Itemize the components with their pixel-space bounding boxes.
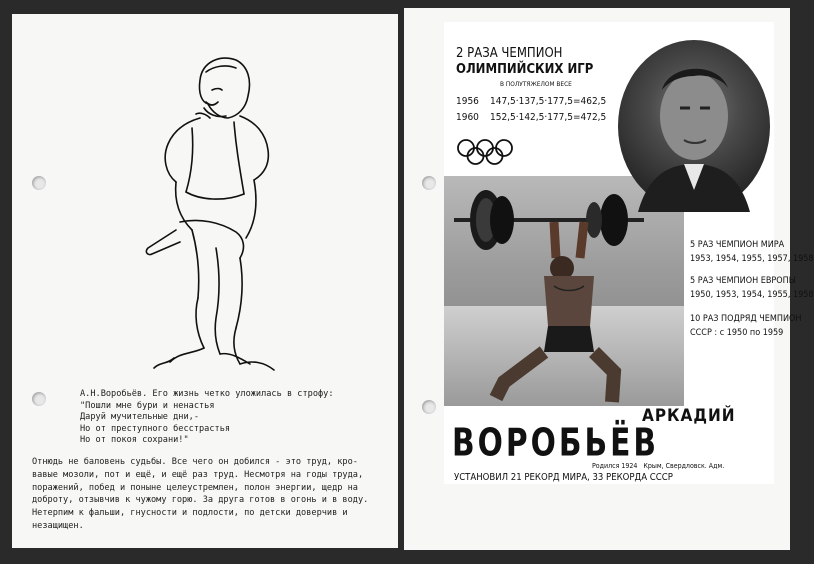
europe-champion-title: 5 РАЗ ЧЕМПИОН ЕВРОПЫ xyxy=(690,276,796,286)
left-page xyxy=(12,14,398,548)
binder-hole xyxy=(32,392,46,406)
birth-info: Родился 1924 Крым, Свердловск. Адм. xyxy=(592,462,725,470)
ussr-champion-title: 10 РАЗ ПОДРЯД ЧЕМПИОН xyxy=(690,314,802,324)
olympic-row1-year: 1956 xyxy=(456,96,479,107)
world-champion-title: 5 РАЗ ЧЕМПИОН МИРА xyxy=(690,240,785,250)
caption-line: Даруй мучительные дни,- xyxy=(80,412,199,422)
portrait-photo xyxy=(618,40,770,212)
binder-hole xyxy=(422,400,436,414)
europe-champion-years: 1950, 1953, 1954, 1955, 1958 xyxy=(690,290,814,300)
body-line: незащищен. xyxy=(32,520,84,531)
binder-hole xyxy=(422,176,436,190)
ussr-champion-years: СССР : с 1950 по 1959 xyxy=(690,328,784,338)
caption-line: "Пошли мне бури и ненастья xyxy=(80,400,215,411)
body-line: поражений, побед и поныне целеустремлен, полон энергии, щедр на xyxy=(32,482,358,493)
right-page xyxy=(404,8,814,550)
body-line: Нетерпим к фальши, гнусности и подлости, по детски доверчив и xyxy=(32,508,348,519)
world-champion-years: 1953, 1954, 1955, 1957, 1958 xyxy=(690,254,814,264)
olympic-row1-values: 147,5·137,5·177,5=462,5 xyxy=(490,96,607,107)
olympic-title-line3: В ПОЛУТЯЖЕЛОМ ВЕСЕ xyxy=(500,80,572,88)
caption-line: Но от покоя сохрани!" xyxy=(80,435,189,445)
olympic-row2-year: 1960 xyxy=(456,112,479,123)
records-line: УСТАНОВИЛ 21 РЕКОРД МИРА, 33 РЕКОРДА СССР xyxy=(454,472,673,483)
olympic-row2-values: 152,5·142,5·177,5=472,5 xyxy=(490,112,607,123)
body-line: Отнюдь не баловень судьбы. Все чего он добился - это труд, кро- xyxy=(32,457,358,467)
caption-line: А.Н.Воробьёв. Его жизнь четко уложилась в строфу: xyxy=(80,389,334,399)
caption-line: Но от преступного бесстрастья xyxy=(80,423,231,434)
binder-hole xyxy=(32,176,46,190)
body-paragraph xyxy=(32,456,397,533)
caricature-drawing xyxy=(140,52,290,372)
olympic-title-line1: 2 РАЗА ЧЕМПИОН xyxy=(456,46,563,61)
first-name: АРКАДИЙ xyxy=(642,406,736,426)
poster xyxy=(444,22,814,484)
last-name: ВОРОБЬЁВ xyxy=(452,420,659,465)
body-line: доброту, отзывчив к чужому горю. За друга готов в огонь и в воду. xyxy=(32,495,369,506)
body-line: вавые мозоли, пот и ещё, и ещё раз труд. Несмотря на годы труда, xyxy=(32,469,364,480)
olympic-rings-icon xyxy=(456,138,514,166)
caption xyxy=(80,389,334,447)
olympic-title-line2: ОЛИМПИЙСКИХ ИГР xyxy=(456,62,594,77)
